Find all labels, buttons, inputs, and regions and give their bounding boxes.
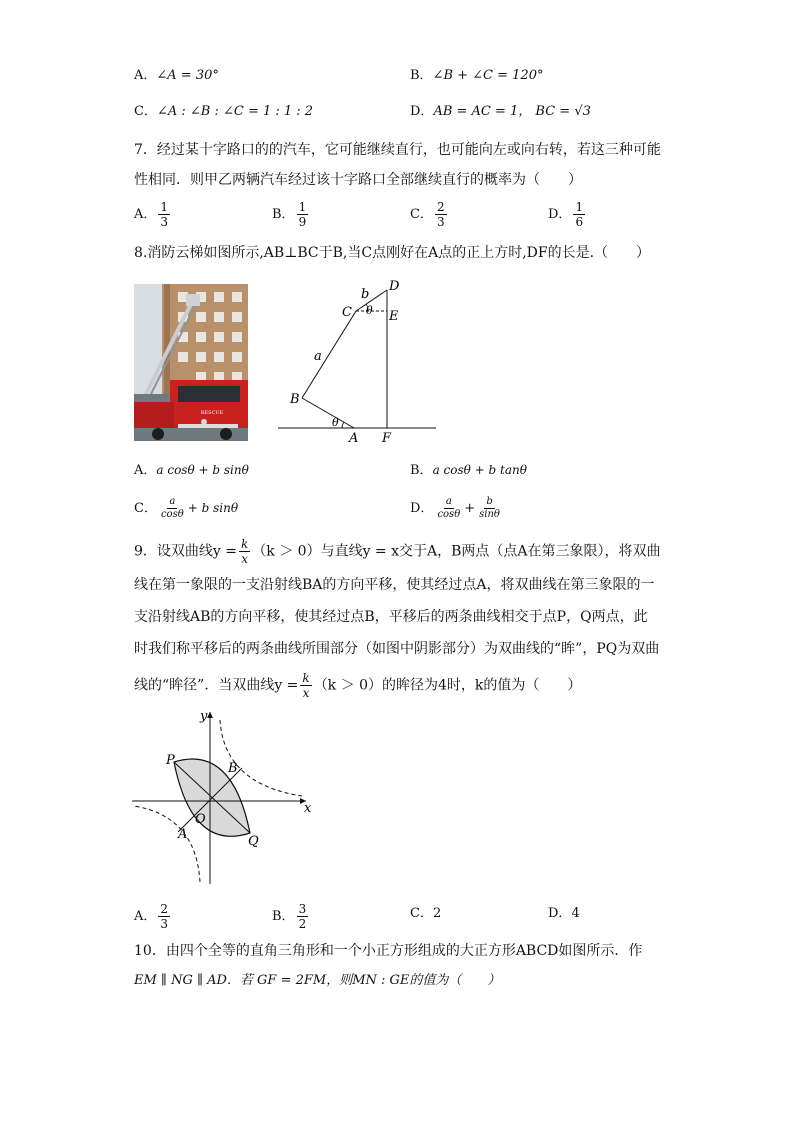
q7-stem-line2: 性相同．则甲乙两辆汽车经过该十字路口全部继续直行的概率为（ ）: [134, 172, 582, 188]
label-a: a: [314, 349, 322, 364]
label-C: C: [342, 305, 352, 320]
label-y: y: [200, 709, 208, 724]
q8-option-d: D． $\frac{a}{\cos\theta}$ + $\frac{b}{\sin\theta}$: [410, 496, 500, 520]
q10-stem-line1: 10．由四个全等的直角三角形和一个小正方形组成的大正方形ABCD如图所示．作: [134, 943, 643, 959]
hyperbola-branch-3: [134, 806, 200, 882]
q6-option-c: C．∠A : ∠B : ∠C = 1 : 1 : 2: [134, 104, 314, 119]
q9-stem-line2: 线在第一象限的一支沿射线BA的方向平移，使其经过点A，将双曲线在第三象限的一: [134, 577, 655, 593]
q8-option-b: B．a cosθ + b tanθ: [410, 463, 527, 478]
angle-arc-bottom: [342, 422, 344, 428]
q9-option-a: A． $\frac{2}{3}$: [134, 902, 169, 931]
segment-BC: [302, 311, 356, 398]
label-E: E: [389, 309, 399, 324]
q7-option-d: D． $\frac{1}{6}$: [548, 200, 584, 229]
label-b: b: [361, 287, 370, 302]
q6-option-d: D．AB = AC = 1， BC = √3: [410, 104, 591, 119]
label-x: x: [304, 801, 312, 816]
q9-option-c: C．2: [410, 906, 442, 921]
q9-option-b: B． $\frac{3}{2}$: [272, 902, 307, 931]
q9-stem-line5: 线的“眸径”．当双曲线y = $\frac{k}{x}$ （k ＞ 0）的眸径为4时，k的值为（ ）: [134, 671, 582, 700]
label-A: A: [178, 827, 188, 842]
label-theta-bottom: θ: [332, 416, 339, 429]
label-A: A: [349, 431, 359, 446]
label-theta-top: θ: [366, 304, 373, 317]
q7-option-c: C． $\frac{2}{3}$: [410, 200, 445, 229]
label-Q: Q: [248, 834, 259, 849]
q7-option-a: A． $\frac{1}{3}$: [134, 200, 169, 229]
q9-stem-line4: 时我们称平移后的两条曲线所围部分（如图中阴影部分）为双曲线的“眸”，PQ为双曲: [134, 641, 660, 657]
q8-option-c: C． $\frac{a}{\cos\theta}$ + b sinθ: [134, 496, 239, 520]
label-D: D: [389, 279, 400, 294]
q9-stem-line1: 9．设双曲线y = $\frac{k}{x}$ （k ＞ 0）与直线y = x交于A，B两点（点A在第三象限），将双曲: [134, 537, 661, 566]
q8-stem: 8.消防云梯如图所示,AB⊥BC于B,当C点刚好在A点的正上方时,DF的长是.（ ）: [134, 245, 651, 261]
fire-truck-photo: [134, 284, 248, 441]
truck-rescue-text: RESCUE: [200, 410, 224, 416]
q8-option-a: A．a cosθ + b sinθ: [134, 463, 249, 478]
q7-stem-line1: 7．经过某十字路口的的汽车，它可能继续直行，也可能向左或向右转，若这三种可能: [134, 142, 661, 158]
label-O: O: [195, 812, 206, 827]
label-P: P: [166, 753, 175, 768]
q10-stem-line2: EM ∥ NG ∥ AD．若 GF = 2FM，则MN : GE的值为（ ）: [134, 973, 501, 988]
q7-option-b: B． $\frac{1}{9}$: [272, 200, 307, 229]
q9-stem-line3: 支沿射线AB的方向平移，使其经过点B，平移后的两条曲线相交于点P，Q两点，此: [134, 609, 648, 625]
label-F: F: [382, 431, 392, 446]
q6-option-b: B．∠B + ∠C = 120°: [410, 68, 544, 83]
q9-hyperbola-diagram: [128, 706, 318, 888]
label-B: B: [228, 761, 238, 776]
q8-ladder-diagram: [270, 276, 440, 448]
label-B: B: [290, 392, 300, 407]
q9-option-d: D．4: [548, 906, 580, 921]
q6-option-a: A．∠A = 30°: [134, 68, 219, 83]
segment-BA: [302, 398, 354, 428]
